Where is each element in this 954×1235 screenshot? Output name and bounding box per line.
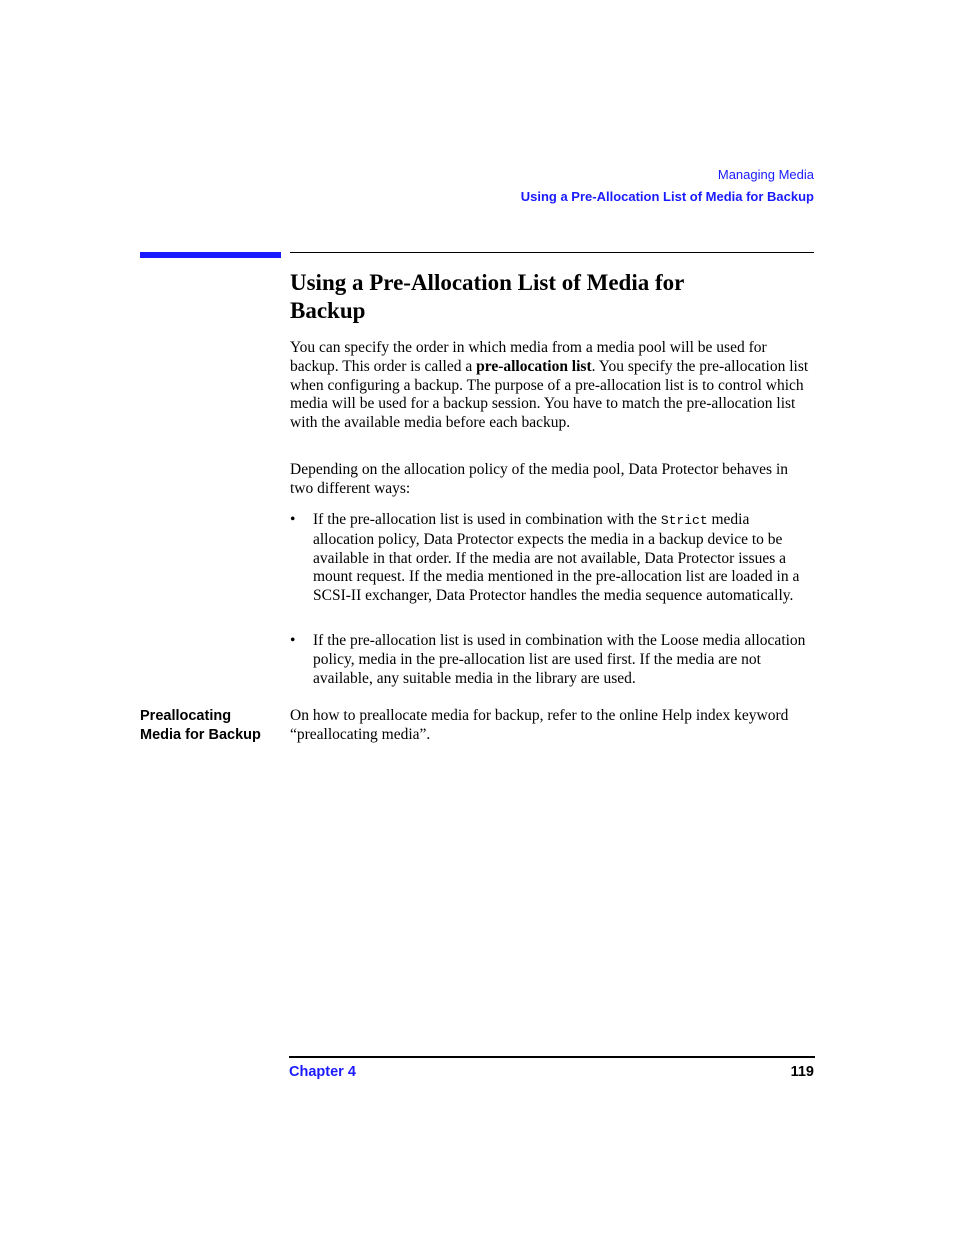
footer-page-number: 119 bbox=[790, 1064, 814, 1080]
section-top-rule bbox=[290, 252, 814, 253]
section-title bbox=[290, 269, 790, 325]
bullet-marker: • bbox=[290, 511, 296, 528]
policy-paragraph: Depending on the allocation policy of the media pool, Data Protector behaves in two different ways: bbox=[290, 461, 789, 497]
bullet-list-item-strict bbox=[290, 511, 814, 606]
section-title-line2: Backup bbox=[290, 298, 366, 323]
intro-term: pre-allocation list bbox=[476, 357, 592, 375]
footer-chapter: Chapter 4 bbox=[289, 1064, 356, 1080]
code-strict: Strict bbox=[660, 513, 708, 528]
intro-paragraph bbox=[290, 339, 814, 433]
running-header-chapter: Managing Media bbox=[717, 167, 814, 182]
section-title-line1: Using a Pre-Allocation List of Media for bbox=[290, 270, 685, 295]
running-header-section: Using a Pre-Allocation List of Media for Backup bbox=[520, 189, 814, 204]
side-heading bbox=[140, 707, 285, 745]
side-heading-line2: Media for Backup bbox=[140, 727, 261, 743]
intro-text-1: You can specify the order in which media from a media pool will be used for backup. This order is called a bbox=[290, 339, 767, 375]
bullet-text-strict: If the pre-allocation list is used in combination with the Strict media allocation policy, Data Protector expects the media in a backup device to be available in that order. If the media are not available, Data Protector issues a mount request. If the media mentioned in the pre-allocation list are loaded in a SCSI-II exchanger, Data Protector handles the media sequence automatically. bbox=[313, 511, 800, 605]
bullet-marker: • bbox=[290, 632, 296, 649]
intro-text-2: . You specify the pre-allocation list when configuring a backup. The purpose of a pre-allocation list is to control which media will be used for a backup session. You have to match the pre-allocation list with the available media before each backup. bbox=[290, 357, 809, 432]
bullet-text-loose: If the pre-allocation list is used in combination with the Loose media allocation policy, media in the pre-allocation list are used first. If the media are not available, any suitable media in the library are used. bbox=[313, 632, 806, 687]
side-heading-line1: Preallocating bbox=[140, 708, 232, 724]
footer-rule bbox=[289, 1056, 815, 1058]
preallocating-paragraph: On how to preallocate media for backup, refer to the online Help index keyword “preallocating media”. bbox=[290, 707, 789, 743]
bullet-list-item-loose bbox=[290, 632, 814, 688]
section-accent-bar bbox=[140, 252, 281, 258]
